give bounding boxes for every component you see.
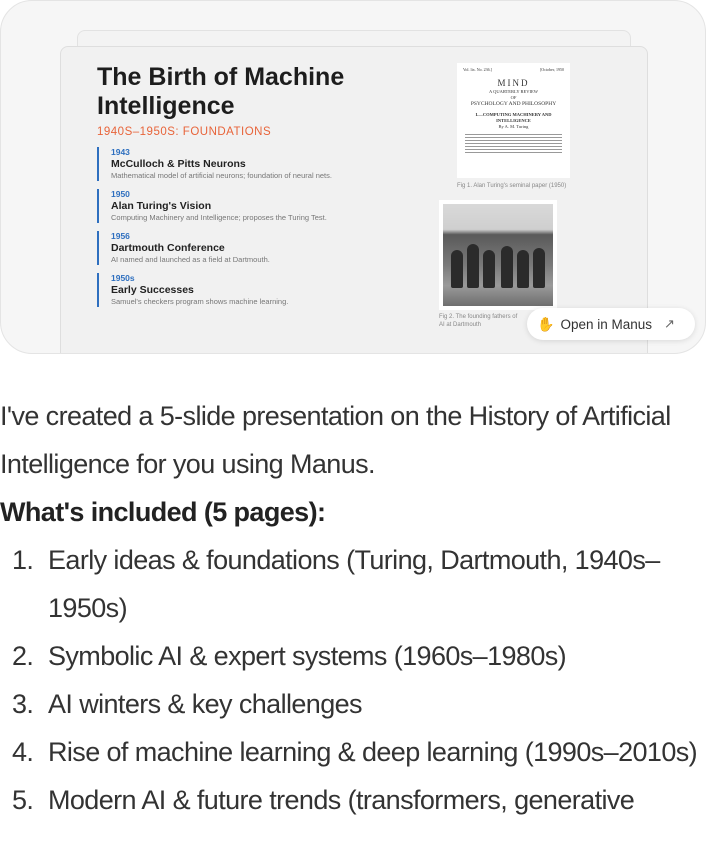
arrow-up-right-icon: ↗ [664,316,675,331]
slide-preview-card[interactable] [0,0,706,354]
timeline-year: 1950s [111,273,135,283]
timeline-item [97,273,427,307]
paper-of: OF [510,95,517,100]
timeline-desc: AI named and launched as a field at Dartmouth. [111,255,270,264]
timeline-heading: McCulloch & Pitts Neurons [111,158,246,170]
list-number: 3. [12,689,34,719]
list-item [0,680,706,728]
timeline-desc: Computing Machinery and Intelligence; proposes the Turing Test. [111,213,327,222]
list-text: Rise of machine learning & deep learning (1990s–2010s) [48,737,698,767]
timeline-desc: Mathematical model of artificial neurons; foundation of neural nets. [111,171,332,180]
paper-journal: MIND [497,78,530,88]
manus-hand-icon: ✋ [537,315,555,332]
list-text: Symbolic AI & expert systems (1960s–1980s) [48,641,567,671]
timeline-year: 1950 [111,189,130,199]
assistant-message [0,392,706,824]
paper-author: By A. M. Turing [498,124,529,129]
slide-title: The Birth of Machine Intelligence [97,63,345,120]
paper-date: [October, 1950 [539,67,564,72]
fig2-caption: Fig 2. The founding fathers of AI at Dartmouth [439,314,518,328]
paper-article: I.—COMPUTING MACHINERY AND INTELLIGENCE [475,112,552,123]
paper-vol: Vol. lix. No. 236.] [463,67,492,72]
open-button-label: Open in Manus [560,316,652,332]
included-list [0,536,706,824]
open-in-manus-button[interactable] [527,308,695,340]
timeline [97,147,427,315]
timeline-year: 1956 [111,231,130,241]
paper-psych: PSYCHOLOGY AND PHILOSOPHY [470,101,557,107]
list-item [0,728,706,776]
list-text: Early ideas & foundations (Turing, Dartmouth, 1940s–1950s) [48,545,660,623]
fig1-caption: Fig 1. Alan Turing's seminal paper (1950) [457,183,567,189]
paper-text-lines [465,134,562,153]
paper-review: A QUARTERLY REVIEW [488,89,539,94]
list-text: Modern AI & future trends (transformers, generative [48,785,635,815]
list-text: AI winters & key challenges [48,689,362,719]
timeline-item [97,231,427,265]
list-item [0,536,706,632]
timeline-item [97,147,427,181]
dartmouth-photo [439,200,557,310]
timeline-heading: Dartmouth Conference [111,242,225,254]
timeline-year: 1943 [111,147,130,157]
timeline-desc: Samuel's checkers program shows machine learning. [111,297,289,306]
slide-subtitle: 1940S–1950S: FOUNDATIONS [97,126,272,138]
timeline-heading: Alan Turing's Vision [111,200,212,212]
timeline-item [97,189,427,223]
included-heading: What's included (5 pages): [0,497,326,527]
list-number: 5. [12,785,34,815]
timeline-heading: Early Successes [111,284,194,296]
turing-paper-image [457,63,570,178]
message-intro: I've created a 5-slide presentation on the History of Artificial Intelligence for you using Manus. [0,401,671,479]
list-number: 4. [12,737,34,767]
list-number: 1. [12,545,34,575]
list-item [0,632,706,680]
list-number: 2. [12,641,34,671]
list-item [0,776,706,824]
